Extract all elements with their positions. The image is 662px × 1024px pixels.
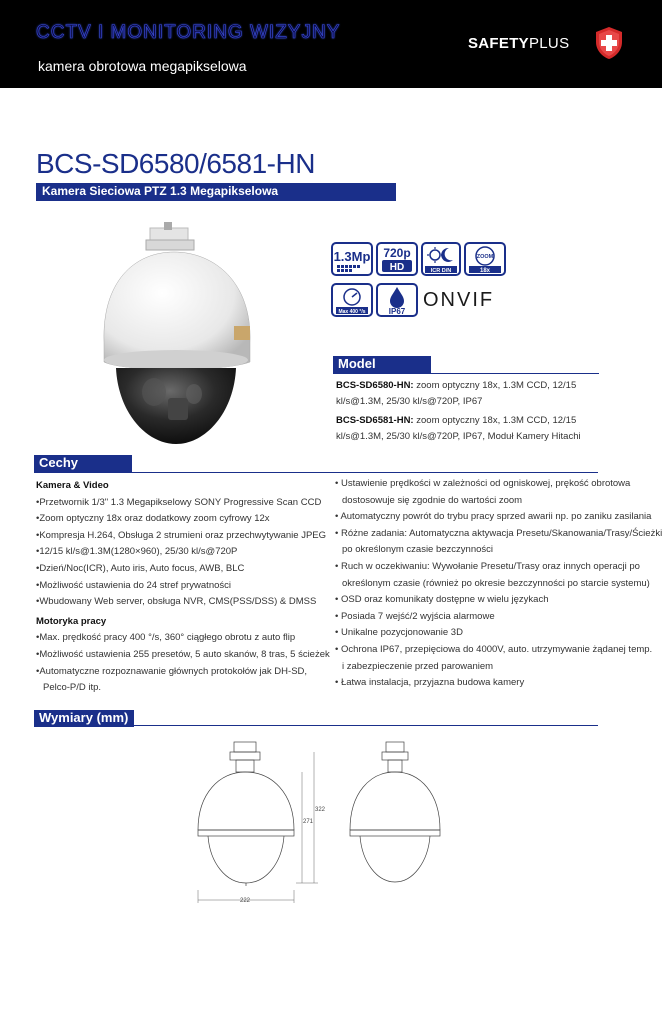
feature-item: określonym czasie (również po okresie bezczynności po starcie systemu) (342, 577, 650, 589)
camera-video-heading: Kamera & Video (36, 480, 109, 491)
brand-logo-text (468, 35, 569, 52)
badge-hd-text: HD (389, 262, 405, 273)
ip67-badge (376, 283, 418, 317)
icr-badge (421, 242, 461, 276)
water-drop-icon (378, 285, 416, 315)
hd-badge (376, 242, 418, 276)
feature-item: • Ochrona IP67, przepięciowa do 4000V, auto. utrzymywanie żądanej temp. (335, 643, 653, 655)
feature-item: • Łatwa instalacja, przyjazna budowa kamery (335, 677, 525, 689)
rotation-speed-icon (333, 285, 371, 315)
motor-heading: Motoryka pracy (36, 615, 107, 627)
dimension-drawing-side (344, 740, 454, 890)
brand-bold: SAFETY (468, 35, 529, 52)
onvif-logo (423, 287, 509, 311)
header-title: CCTV I MONITORING WIZYJNY (36, 22, 341, 43)
feature-item: •Dzień/Noc(ICR), Auto iris, Auto focus, AWB, BLC (36, 562, 245, 574)
model-heading: Model (338, 356, 376, 371)
feature-item: po określonym czasie bezczynności (342, 544, 494, 556)
feature-item: • OSD oraz komunikaty dostępne w wielu językach (335, 594, 549, 606)
zoom-badge (464, 242, 506, 276)
speed-badge (331, 283, 373, 317)
model-item (336, 413, 636, 445)
feature-item: i zabezpieczenie przed parowaniem (342, 660, 494, 672)
megapixel-icon (333, 244, 371, 274)
model-name: BCS-SD6580-HN: (336, 380, 414, 391)
features-heading: Cechy (39, 455, 79, 470)
dimension-total-height: 322 (315, 807, 326, 813)
feature-item: Pelco-P/D itp. (43, 682, 102, 694)
model-desc: zoom optyczny 18x, 1.3M CCD, 12/15 (413, 415, 577, 426)
feature-item: • Automatyczny powrót do trybu pracy sprzed awarii np. po zaniku zasilania (335, 511, 652, 523)
brand-light: PLUS (528, 35, 570, 52)
feature-item: •Przetwornik 1/3" 1.3 Megapikselowy SONY Progressive Scan CCD (36, 496, 322, 508)
badge-icr-text: ICR D/N (430, 268, 452, 274)
model-desc: kl/s@1.3M, 25/30 kl/s@720P, IP67 (336, 396, 483, 407)
model-list (336, 378, 636, 448)
camera-product-image (84, 222, 260, 452)
model-desc: kl/s@1.3M, 25/30 kl/s@720P, IP67, Moduł Kamery Hitachi (336, 431, 581, 442)
feature-item: •Kompresja H.264, Obsługa 2 strumieni oraz przechwytywanie JPEG (36, 529, 327, 541)
header-banner (0, 0, 662, 88)
divider (34, 472, 598, 473)
model-heading-bar (333, 356, 431, 373)
feature-item: •Wbudowany Web server, obsługa NVR, CMS(PSS/DSS) & DMSS (36, 596, 317, 608)
divider (34, 725, 598, 726)
feature-item: •Automatyczne rozpoznawanie głównych protokołów jak DH-SD, (36, 665, 308, 677)
divider (36, 200, 396, 201)
feature-item: • Ustawienie prędkości w zależności od ogniskowej, prękość obrotowa (335, 478, 631, 489)
dimensions-heading: Wymiary (mm) (39, 710, 129, 725)
feature-item: • Ruch w oczekiwaniu: Wywołanie Presetu/Trasy oraz innych operacji po (335, 560, 640, 572)
header-subtitle: kamera obrotowa megapikselowa (38, 58, 247, 74)
zoom-icon (466, 244, 504, 274)
product-subtitle: Kamera Sieciowa PTZ 1.3 Megapikselowa (42, 184, 279, 198)
dimension-width: 222 (240, 898, 251, 904)
onvif-text: ONVIF (423, 289, 495, 311)
model-desc: zoom optyczny 18x, 1.3M CCD, 12/15 (413, 380, 577, 391)
model-name: BCS-SD6581-HN: (336, 415, 414, 426)
badge-720p-text: 720p (383, 246, 411, 260)
hd-icon (378, 244, 416, 274)
feature-item: •Możliwość ustawienia do 24 stref prywatności (36, 579, 231, 591)
feature-item: dostosowuje się zgodnie do wartości zoom (342, 494, 523, 506)
feature-item: •Zoom optyczny 18x oraz dodatkowy zoom cyfrowy 12x (36, 513, 270, 525)
resolution-badge (331, 242, 373, 276)
model-item (336, 378, 636, 410)
feature-item: • Różne zadania: Automatyczna aktywacja Presetu/Skanowania/Trasy/Ścieżki (335, 527, 662, 539)
feature-item: •Możliwość ustawienia 255 presetów, 5 auto skanów, 8 tras, 5 ścieżek (36, 648, 330, 660)
badge-speed-text: Max 400 °/s (338, 309, 366, 315)
feature-item: • Unikalne pozycjonowanie 3D (335, 627, 463, 639)
day-night-icon (423, 244, 459, 274)
feature-item: • Posiada 7 wejść/2 wyjścia alarmowe (335, 610, 495, 622)
features-right-column (335, 476, 662, 692)
shield-logo-icon (594, 26, 624, 60)
badge-18x-text: 18x (479, 268, 491, 274)
badge-zoom-text: ZOOM (476, 254, 494, 260)
feature-item: •12/15 kl/s@1.3M(1280×960), 25/30 kl/s@720P (36, 546, 238, 558)
divider (333, 373, 599, 374)
features-left-column (36, 478, 330, 697)
dimension-body-height: 271 (303, 819, 314, 825)
feature-item: •Max. prędkość pracy 400 °/s, 360° ciągłego obrotu z auto flip (36, 632, 296, 644)
badge-ip67-text: IP67 (388, 307, 406, 315)
product-subtitle-bar (36, 183, 396, 200)
badge-mp-text: 1.3Mp (333, 249, 371, 264)
features-heading-bar (34, 455, 132, 472)
product-title: BCS-SD6580/6581-HN (36, 148, 315, 179)
